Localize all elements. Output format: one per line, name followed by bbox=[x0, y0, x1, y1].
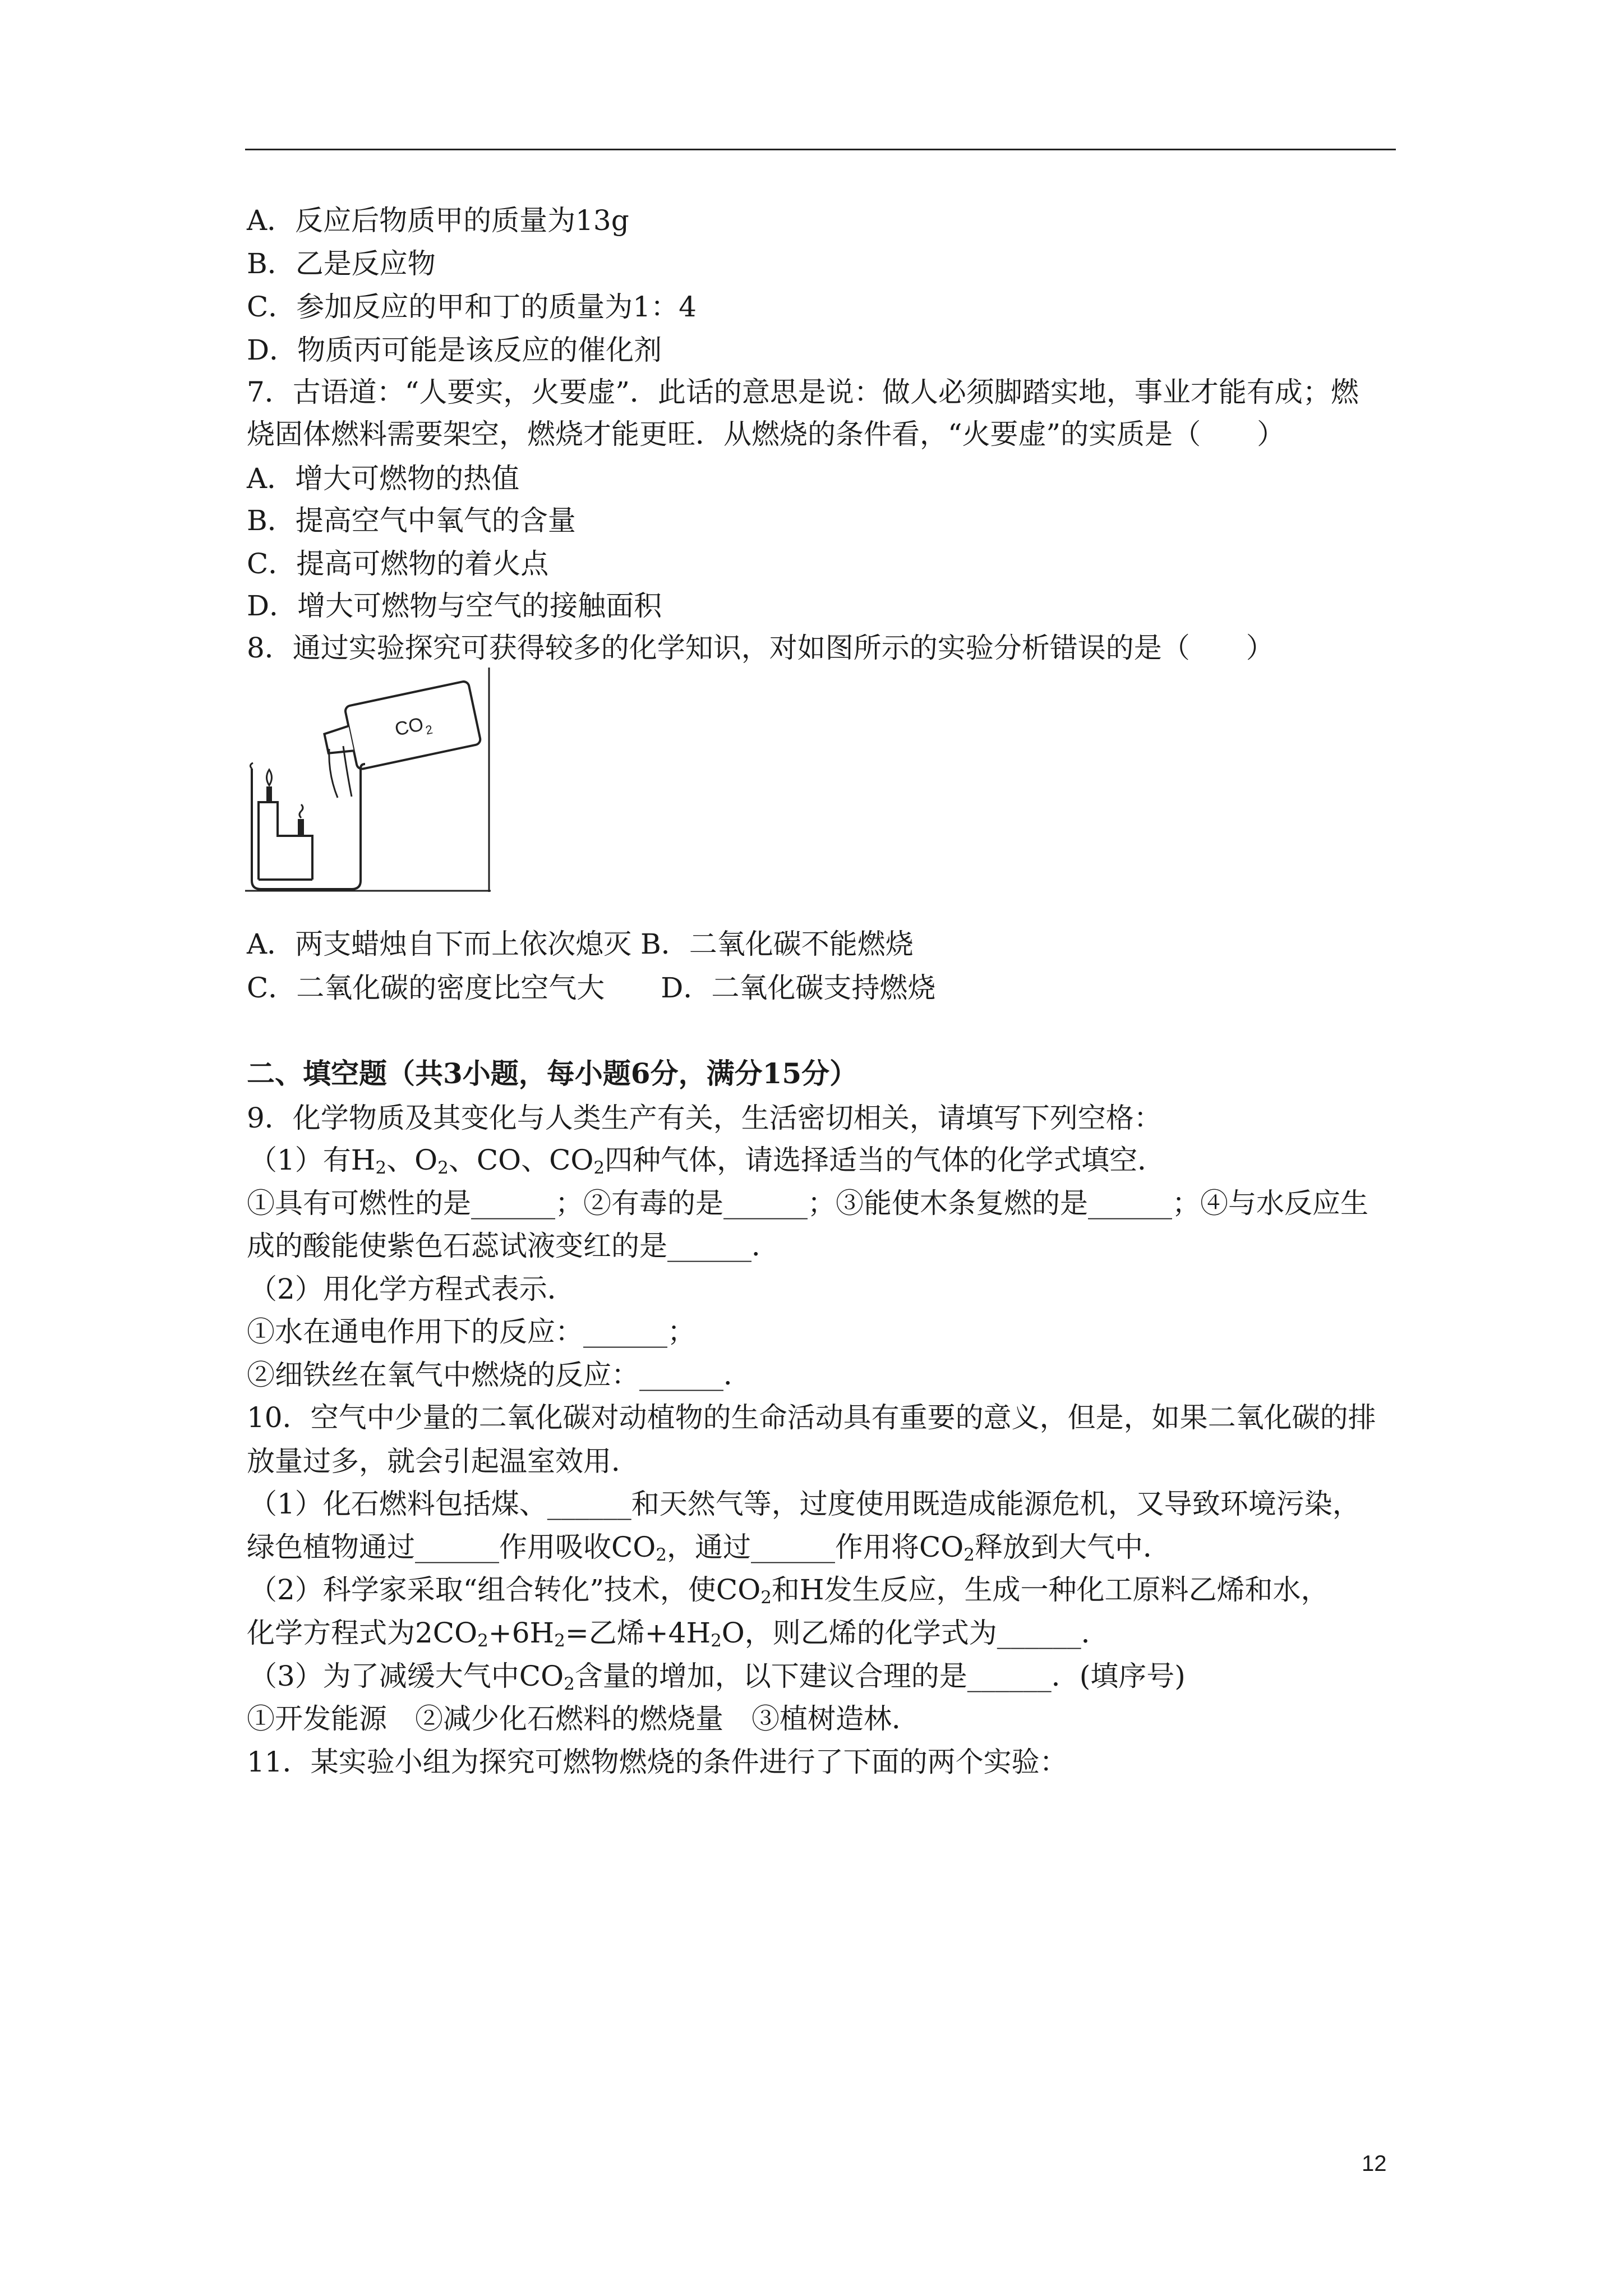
q8-stem: 8．通过实验探究可获得较多的化学知识，对如图所示的实验分析错误的是（ ） bbox=[247, 632, 1274, 664]
q9-blanks-line4: ②细铁丝在氧气中燃烧的反应：______． bbox=[247, 1359, 751, 1391]
co2-experiment-figure bbox=[245, 668, 492, 892]
page-number: 12 bbox=[1362, 2151, 1387, 2176]
section2-heading: 二、填空题（共3小题，每小题6分，满分15分） bbox=[247, 1057, 858, 1090]
q7-option-b: B．提高空气中氧气的含量 bbox=[247, 504, 576, 537]
q10-part2: （2）科学家采取“组合转化”技术，使$CO_2$和H发生反应，生成一种化工原料乙烯和水， bbox=[249, 1573, 1329, 1608]
q11-stem: 11．某实验小组为探究可燃物燃烧的条件进行了下面的两个实验： bbox=[247, 1746, 1068, 1778]
q7-option-d: D．增大可燃物与空气的接触面积 bbox=[247, 590, 662, 622]
figure-co2-sub: 2 bbox=[424, 722, 434, 738]
q9-blanks-line3: ①水在通电作用下的反应：______； bbox=[247, 1315, 695, 1348]
q7-stem-line2: 烧固体燃料需要架空，燃烧才能更旺．从燃烧的条件看，“火要虚”的实质是（ ） bbox=[247, 418, 1285, 450]
q10-part3-options: ①开发能源 ②减少化石燃料的燃烧量 ③植树造林． bbox=[247, 1703, 920, 1735]
header-rule bbox=[245, 149, 1396, 150]
q9-blanks-line1: ①具有可燃性的是______；②有毒的是______；③能使木条复燃的是______；④与水反应生 bbox=[247, 1187, 1368, 1220]
q6-option-d: D．物质丙可能是该反应的催化剂 bbox=[247, 334, 662, 366]
q7-option-c: C．提高可燃物的着火点 bbox=[247, 547, 549, 580]
q8-options-ab: A．两支蜡烛自下而上依次熄灭 B．二氧化碳不能燃烧 bbox=[247, 928, 914, 960]
q9-part2: （2）用化学方程式表示． bbox=[249, 1273, 575, 1305]
q10-part1-cont: 绿色植物通过______作用吸收$CO_2$，通过______作用将$CO_2$释放到大气中． bbox=[247, 1531, 1171, 1565]
q8-options-cd: C．二氧化碳的密度比空气大 D．二氧化碳支持燃烧 bbox=[247, 972, 936, 1004]
q9-part1: （1）有$H_2$、$O_2$、CO、$CO_2$四种气体，请选择适当的气体的化学式填空． bbox=[249, 1144, 1166, 1178]
q9-stem: 9．化学物质及其变化与人类生产有关，生活密切相关，请填写下列空格： bbox=[247, 1102, 1162, 1134]
q10-stem-line2: 放量过多，就会引起温室效用． bbox=[247, 1445, 639, 1478]
q9-blanks-line2: 成的酸能使紫色石蕊试液变红的是______． bbox=[247, 1230, 780, 1262]
q6-option-b: B．乙是反应物 bbox=[247, 247, 436, 280]
q10-part2-equation: 化学方程式为$2CO_2+6H_2=$乙烯$+4H_2O$，则乙烯的化学式为______． bbox=[247, 1617, 1109, 1651]
q7-stem-line1: 7．古语道：“人要实，火要虚”．此话的意思是说：做人必须脚踏实地，事业才能有成；燃 bbox=[247, 376, 1359, 408]
q10-part3: （3）为了减缓大气中$CO_2$含量的增加，以下建议合理的是______．(填序号) bbox=[249, 1660, 1186, 1694]
q10-part1: （1）化石燃料包括煤、______和天然气等，过度使用既造成能源危机，又导致环境污染， bbox=[249, 1488, 1361, 1520]
q7-option-a: A．增大可燃物的热值 bbox=[247, 462, 520, 495]
q6-option-a: A．反应后物质甲的质量为13g bbox=[247, 204, 629, 237]
q6-option-c: C．参加反应的甲和丁的质量为1：4 bbox=[247, 291, 697, 323]
figure-co2-label: CO bbox=[393, 713, 426, 740]
q10-stem-line1: 10．空气中少量的二氧化碳对动植物的生命活动具有重要的意义，但是，如果二氧化碳的排 bbox=[247, 1401, 1376, 1434]
